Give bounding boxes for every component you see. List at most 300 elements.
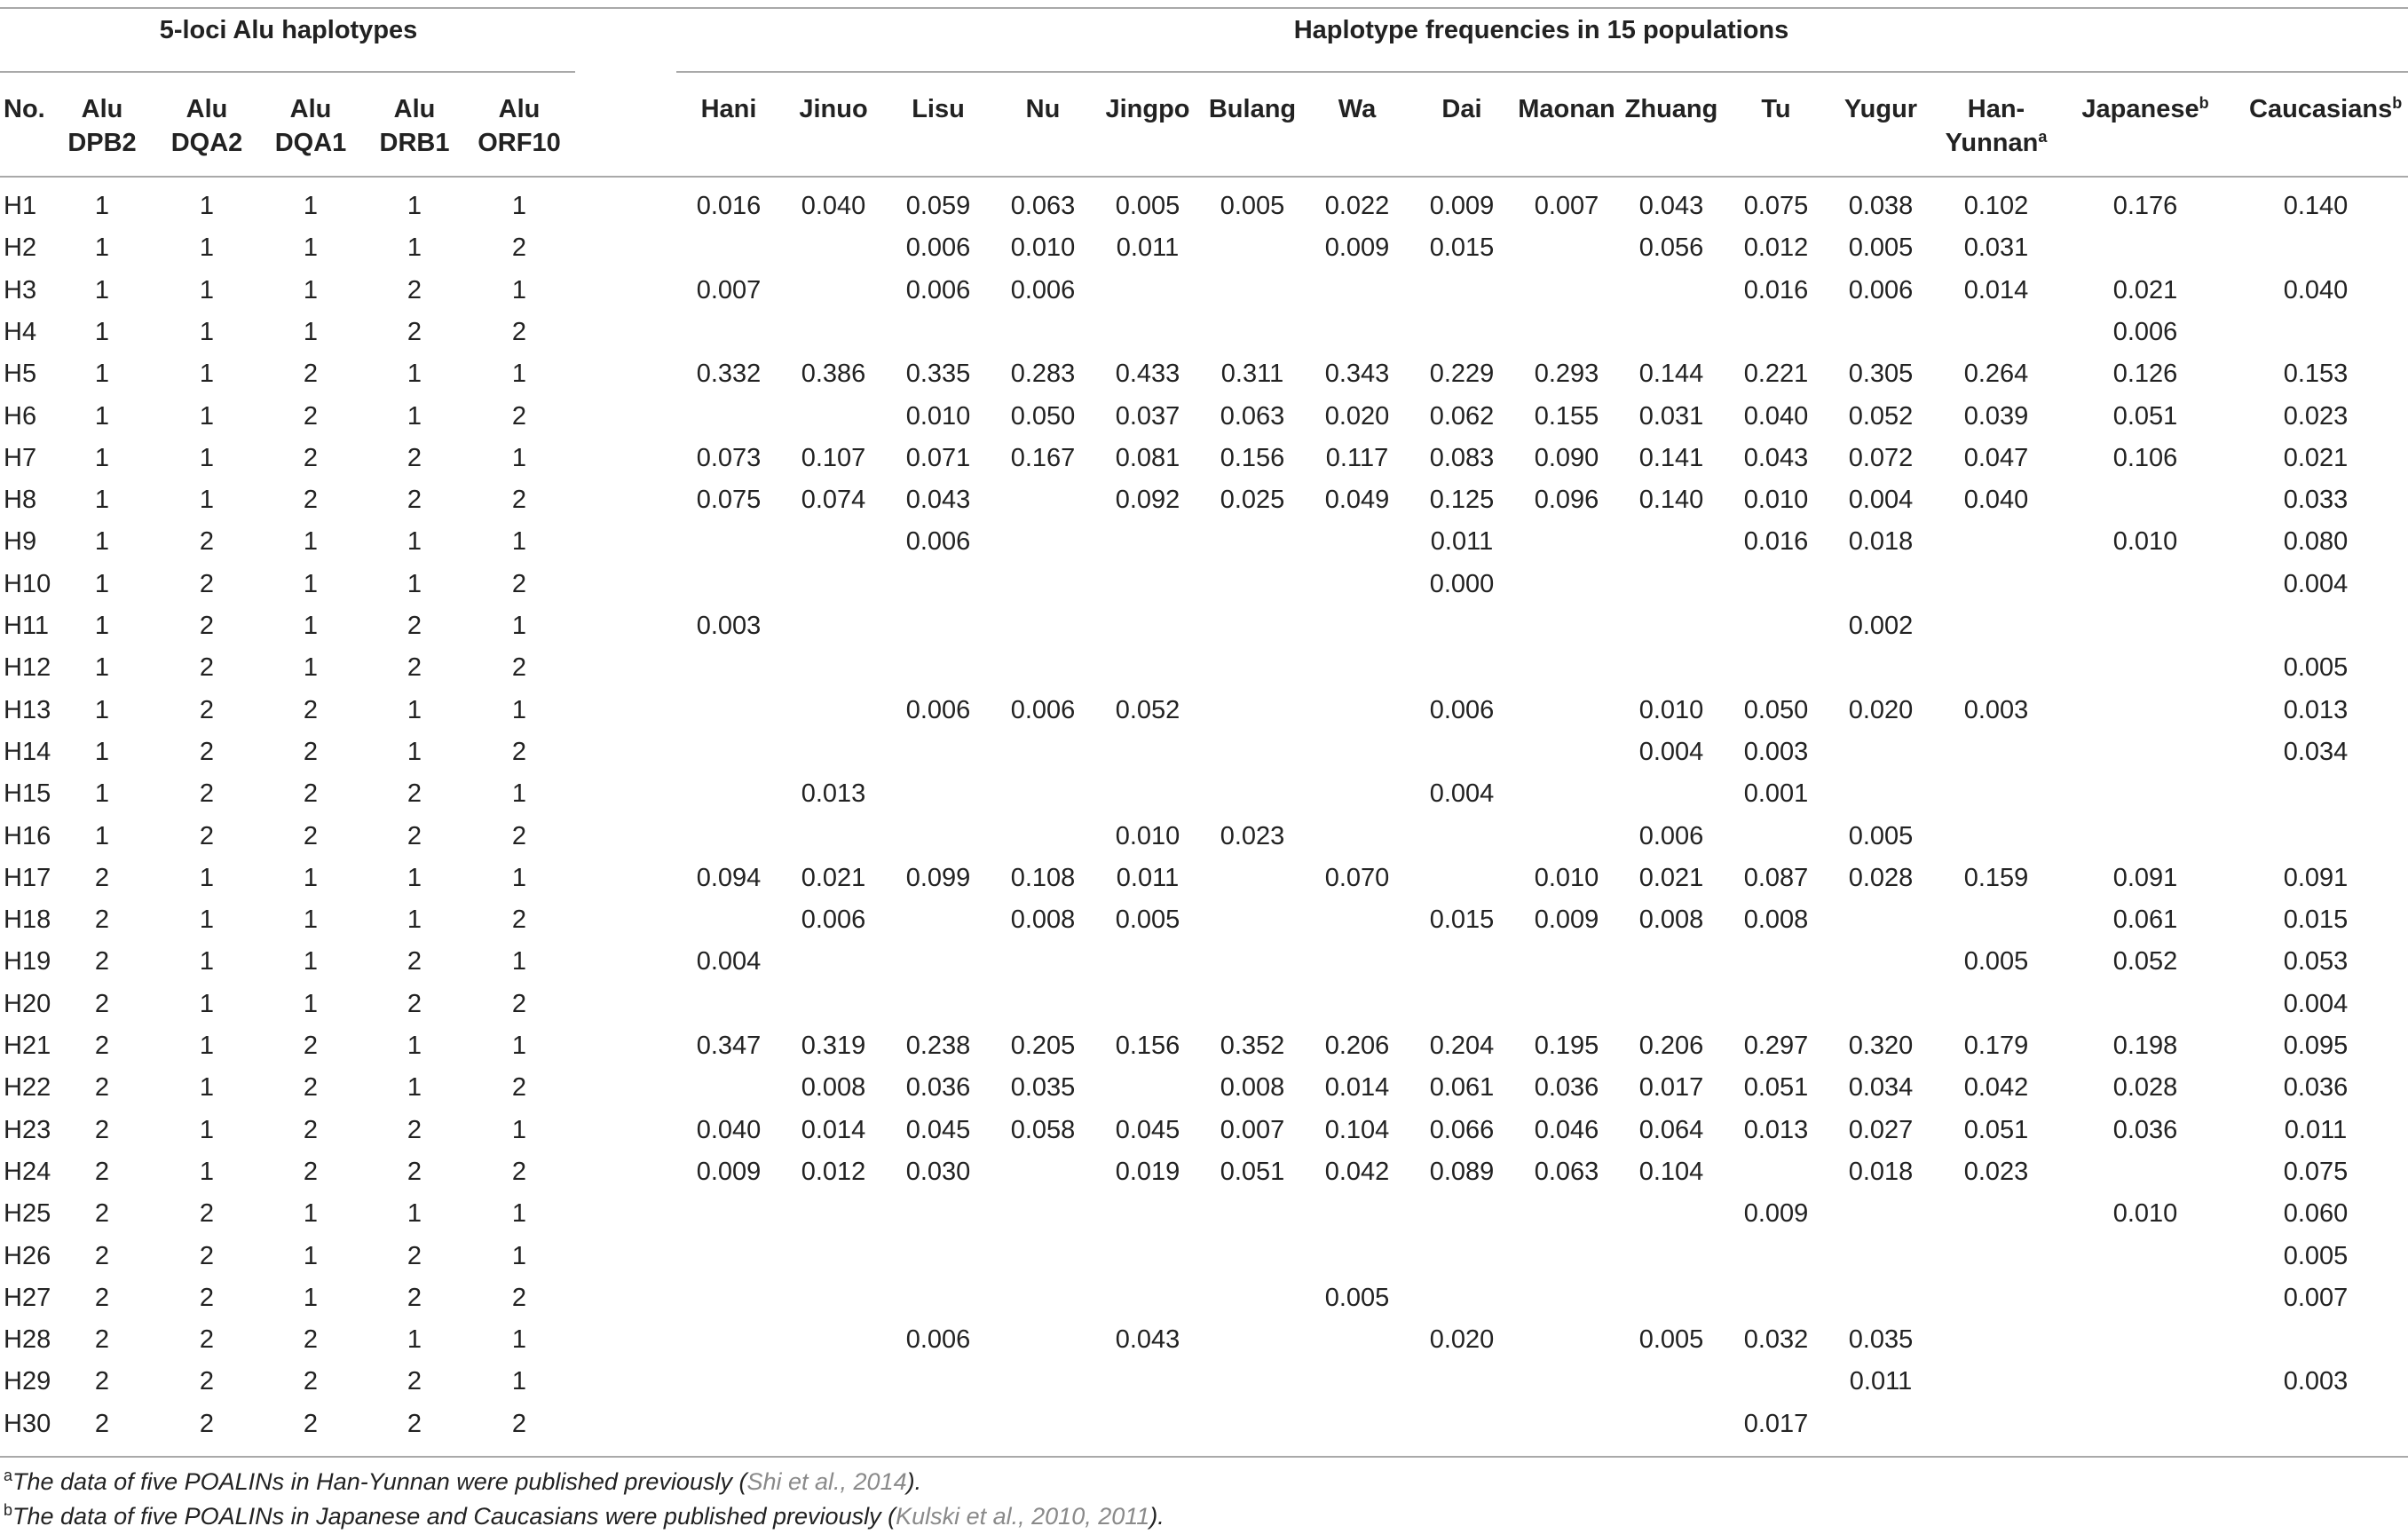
column-header-line1: Alu [186, 95, 228, 123]
frequency-cell: 0.034 [1848, 1073, 1914, 1103]
frequency-cell: 0.106 [2112, 443, 2178, 472]
allele-cell: 1 [303, 1283, 319, 1312]
citation-link[interactable]: Kulski et al., 2010, 2011 [896, 1503, 1150, 1530]
frequency-cell: 0.008 [1638, 905, 1704, 935]
footnote-text: The data of five POALINs in Japanese and Caucasians were published previously ( [12, 1503, 896, 1530]
frequency-cell: 0.015 [1429, 905, 1495, 935]
allele-cell: 2 [94, 905, 110, 935]
frequency-cell: 0.040 [696, 1115, 762, 1144]
allele-cell: 1 [94, 360, 110, 389]
frequency-cell: 0.283 [1010, 360, 1076, 389]
frequency-cell: 0.061 [1429, 1073, 1495, 1103]
frequency-cell: 0.074 [801, 486, 866, 515]
frequency-cell: 0.003 [1743, 737, 1809, 766]
frequency-cell: 0.016 [1743, 527, 1809, 557]
allele-cell: 1 [199, 1073, 215, 1103]
haplotype-id-cell: H12 [4, 653, 51, 683]
allele-cell: 1 [511, 695, 527, 724]
frequency-cell: 0.028 [1848, 863, 1914, 892]
frequency-cell: 0.094 [696, 863, 762, 892]
haplotype-id-cell: H26 [4, 1241, 51, 1270]
frequency-cell: 0.020 [1848, 695, 1914, 724]
allele-cell: 1 [199, 989, 215, 1018]
frequency-cell: 0.049 [1324, 486, 1390, 515]
frequency-cell: 0.045 [905, 1115, 971, 1144]
frequency-cell: 0.176 [2112, 192, 2178, 220]
frequency-cell: 0.179 [1963, 1032, 2029, 1060]
allele-cell: 2 [199, 612, 215, 640]
frequency-cell: 0.016 [1743, 275, 1809, 304]
frequency-cell: 0.305 [1848, 360, 1914, 389]
haplotype-id-cell: H1 [4, 192, 37, 220]
top-rule [0, 7, 2408, 9]
allele-cell: 2 [303, 443, 319, 472]
frequency-cell: 0.156 [1220, 443, 1285, 472]
allele-cell: 1 [199, 1115, 215, 1144]
frequency-cell: 0.031 [1963, 233, 2029, 263]
frequency-cell: 0.014 [801, 1115, 866, 1144]
frequency-cell: 0.004 [2283, 569, 2349, 598]
frequency-cell: 0.083 [1429, 443, 1495, 472]
frequency-cell: 0.008 [1743, 905, 1809, 935]
frequency-cell: 0.009 [696, 1157, 762, 1186]
allele-cell: 1 [511, 1199, 527, 1229]
frequency-cell: 0.003 [1963, 695, 2029, 724]
frequency-cell: 0.005 [2283, 1241, 2349, 1270]
footnote-text: The data of five POALINs in Han-Yunnan were published previously ( [12, 1468, 747, 1495]
allele-cell: 1 [199, 360, 215, 389]
column-header-line2: ORF10 [478, 129, 561, 157]
allele-cell: 2 [511, 905, 527, 935]
allele-cell: 2 [94, 1157, 110, 1186]
frequency-cell: 0.005 [2283, 653, 2349, 683]
haplotype-id-cell: H19 [4, 947, 51, 977]
allele-cell: 2 [94, 1241, 110, 1270]
haplotype-id-cell: H25 [4, 1199, 51, 1229]
allele-cell: 2 [94, 947, 110, 977]
frequency-cell: 0.332 [696, 360, 762, 389]
column-header-line1: Lisu [912, 95, 965, 123]
allele-cell: 1 [511, 360, 527, 389]
frequency-cell: 0.031 [1638, 401, 1704, 431]
frequency-cell: 0.040 [801, 192, 866, 220]
column-header-line1: Tu [1761, 95, 1791, 123]
allele-cell: 1 [511, 947, 527, 977]
frequency-cell: 0.071 [905, 443, 971, 472]
allele-cell: 1 [94, 779, 110, 809]
frequency-cell: 0.064 [1638, 1115, 1704, 1144]
haplotype-id-cell: H16 [4, 821, 51, 850]
haplotype-id-cell: H24 [4, 1157, 51, 1186]
frequency-cell: 0.320 [1848, 1032, 1914, 1060]
allele-cell: 2 [511, 569, 527, 598]
allele-cell: 2 [303, 1409, 319, 1438]
frequency-cell: 0.018 [1848, 1157, 1914, 1186]
allele-cell: 1 [511, 612, 527, 640]
allele-cell: 1 [199, 317, 215, 346]
frequency-cell: 0.050 [1743, 695, 1809, 724]
allele-cell: 1 [303, 233, 319, 263]
frequency-cell: 0.004 [1638, 737, 1704, 766]
frequency-cell: 0.089 [1429, 1157, 1495, 1186]
frequency-cell: 0.027 [1848, 1115, 1914, 1144]
allele-cell: 1 [511, 443, 527, 472]
frequency-cell: 0.009 [1534, 905, 1599, 935]
frequency-cell: 0.070 [1324, 863, 1390, 892]
haplotype-id-cell: H18 [4, 905, 51, 935]
column-header-line1: Jingpo [1105, 95, 1190, 123]
frequency-cell: 0.010 [2112, 527, 2178, 557]
column-header-line2: DPB2 [67, 129, 137, 157]
frequency-cell: 0.062 [1429, 401, 1495, 431]
allele-cell: 2 [407, 1157, 422, 1186]
frequency-cell: 0.051 [1743, 1073, 1809, 1103]
allele-cell: 2 [511, 737, 527, 766]
allele-cell: 2 [94, 863, 110, 892]
allele-cell: 1 [94, 527, 110, 557]
frequency-cell: 0.011 [1116, 863, 1180, 892]
haplotype-id-cell: H13 [4, 695, 51, 724]
allele-cell: 2 [407, 821, 422, 850]
frequency-cell: 0.006 [2112, 317, 2178, 346]
frequency-cell: 0.021 [2283, 443, 2349, 472]
frequency-cell: 0.063 [1220, 401, 1285, 431]
frequency-cell: 0.040 [2283, 275, 2349, 304]
haplotype-id-cell: H11 [4, 612, 50, 640]
frequency-cell: 0.343 [1324, 360, 1390, 389]
frequency-cell: 0.095 [2283, 1032, 2349, 1060]
citation-link[interactable]: Shi et al., 2014 [746, 1468, 907, 1495]
haplotype-id-cell: H15 [4, 779, 51, 809]
frequency-cell: 0.005 [1848, 821, 1914, 850]
footnote-b [4, 1501, 1165, 1530]
frequency-cell: 0.003 [2283, 1367, 2349, 1396]
allele-cell: 1 [407, 192, 422, 220]
frequency-cell: 0.042 [1324, 1157, 1390, 1186]
frequency-cell: 0.206 [1324, 1032, 1390, 1060]
haplotype-id-cell: H6 [4, 401, 37, 431]
allele-cell: 2 [407, 486, 422, 515]
frequency-cell: 0.063 [1534, 1157, 1599, 1186]
frequency-cell: 0.005 [1220, 192, 1285, 220]
frequency-cell: 0.092 [1115, 486, 1180, 515]
frequency-cell: 0.047 [1963, 443, 2029, 472]
frequency-cell: 0.033 [2283, 486, 2349, 515]
allele-cell: 2 [199, 1199, 215, 1229]
frequency-cell: 0.126 [2112, 360, 2178, 389]
allele-cell: 2 [303, 821, 319, 850]
column-header [1930, 92, 2063, 160]
allele-cell: 1 [199, 947, 215, 977]
allele-cell: 2 [303, 1115, 319, 1144]
group-rule-left [0, 71, 575, 73]
column-header-line1: Zhuang [1624, 95, 1718, 123]
allele-cell: 1 [511, 1032, 527, 1060]
frequency-cell: 0.006 [905, 233, 971, 263]
frequency-cell: 0.311 [1220, 360, 1284, 389]
allele-cell: 1 [303, 527, 319, 557]
frequency-cell: 0.006 [801, 905, 866, 935]
group-title-haplotypes: 5-loci Alu haplotypes [159, 16, 418, 44]
allele-cell: 2 [303, 695, 319, 724]
frequency-cell: 0.008 [1010, 905, 1076, 935]
allele-cell: 2 [303, 1073, 319, 1103]
column-header-line1: Maonan [1518, 95, 1615, 123]
frequency-cell: 0.012 [1743, 233, 1809, 263]
allele-cell: 2 [199, 1325, 215, 1355]
frequency-cell: 0.075 [1743, 192, 1809, 220]
frequency-cell: 0.006 [1010, 695, 1076, 724]
frequency-cell: 0.015 [2283, 905, 2349, 935]
frequency-cell: 0.011 [1849, 1367, 1913, 1396]
allele-cell: 2 [94, 1032, 110, 1060]
frequency-cell: 0.023 [1963, 1157, 2029, 1186]
frequency-cell: 0.043 [905, 486, 971, 515]
frequency-cell: 0.043 [1638, 192, 1704, 220]
frequency-cell: 0.007 [2283, 1283, 2349, 1312]
footnote-mark: a [4, 1467, 13, 1484]
footnote-marker: a [2038, 128, 2048, 146]
allele-cell: 1 [407, 1073, 422, 1103]
allele-cell: 2 [511, 821, 527, 850]
allele-cell: 2 [199, 527, 215, 557]
allele-cell: 1 [199, 401, 215, 431]
allele-cell: 1 [511, 1325, 527, 1355]
frequency-cell: 0.198 [2112, 1032, 2178, 1060]
allele-cell: 1 [199, 443, 215, 472]
column-header [2249, 92, 2403, 126]
frequency-cell: 0.195 [1534, 1032, 1599, 1060]
allele-cell: 2 [199, 737, 215, 766]
frequency-cell: 0.167 [1010, 443, 1076, 472]
frequency-cell: 0.058 [1010, 1115, 1076, 1144]
column-header [453, 92, 586, 160]
frequency-cell: 0.050 [1010, 401, 1076, 431]
footnote-marker: b [2199, 94, 2209, 112]
allele-cell: 1 [94, 737, 110, 766]
allele-cell: 2 [511, 1157, 527, 1186]
frequency-cell: 0.042 [1963, 1073, 2029, 1103]
frequency-cell: 0.007 [1220, 1115, 1285, 1144]
haplotype-id-cell: H23 [4, 1115, 51, 1144]
frequency-cell: 0.319 [801, 1032, 866, 1060]
allele-cell: 1 [303, 275, 319, 304]
frequency-cell: 0.043 [1743, 443, 1809, 472]
column-header-line1: Han- [1967, 95, 2025, 123]
frequency-cell: 0.140 [2283, 192, 2349, 220]
frequency-cell: 0.016 [696, 192, 762, 220]
haplotype-id-cell: H3 [4, 275, 37, 304]
frequency-cell: 0.014 [1963, 275, 2029, 304]
allele-cell: 2 [407, 317, 422, 346]
frequency-cell: 0.221 [1743, 360, 1809, 389]
frequency-cell: 0.006 [905, 1325, 971, 1355]
allele-cell: 2 [407, 1241, 422, 1270]
allele-cell: 1 [407, 360, 422, 389]
allele-cell: 1 [407, 737, 422, 766]
frequency-cell: 0.153 [2283, 360, 2349, 389]
frequency-cell: 0.433 [1115, 360, 1180, 389]
allele-cell: 1 [94, 695, 110, 724]
frequency-cell: 0.034 [2283, 737, 2349, 766]
frequency-cell: 0.005 [1848, 233, 1914, 263]
frequency-cell: 0.011 [1116, 233, 1180, 263]
frequency-cell: 0.005 [1115, 905, 1180, 935]
frequency-cell: 0.010 [1010, 233, 1076, 263]
allele-cell: 1 [94, 443, 110, 472]
allele-cell: 1 [94, 821, 110, 850]
allele-cell: 2 [303, 779, 319, 809]
frequency-cell: 0.023 [1220, 821, 1285, 850]
table-bottom-rule [0, 1456, 2408, 1458]
frequency-cell: 0.009 [1324, 233, 1390, 263]
allele-cell: 1 [511, 863, 527, 892]
frequency-cell: 0.080 [2283, 527, 2349, 557]
allele-cell: 2 [407, 779, 422, 809]
frequency-cell: 0.010 [1115, 821, 1180, 850]
allele-cell: 1 [199, 1032, 215, 1060]
frequency-cell: 0.087 [1743, 863, 1809, 892]
frequency-cell: 0.035 [1010, 1073, 1076, 1103]
column-header-line1: Alu [81, 95, 123, 123]
frequency-cell: 0.335 [905, 360, 971, 389]
allele-cell: 1 [199, 192, 215, 220]
allele-cell: 1 [94, 317, 110, 346]
frequency-cell: 0.052 [1848, 401, 1914, 431]
allele-cell: 2 [407, 989, 422, 1018]
frequency-cell: 0.141 [1638, 443, 1704, 472]
frequency-cell: 0.019 [1115, 1157, 1180, 1186]
allele-cell: 2 [199, 821, 215, 850]
allele-cell: 1 [94, 486, 110, 515]
allele-cell: 2 [94, 1073, 110, 1103]
allele-cell: 2 [94, 1409, 110, 1438]
allele-cell: 2 [303, 401, 319, 431]
frequency-cell: 0.004 [1848, 486, 1914, 515]
allele-cell: 2 [511, 1409, 527, 1438]
frequency-cell: 0.081 [1115, 443, 1180, 472]
allele-cell: 1 [199, 486, 215, 515]
frequency-cell: 0.204 [1429, 1032, 1495, 1060]
allele-cell: 1 [511, 1115, 527, 1144]
allele-cell: 2 [303, 1157, 319, 1186]
frequency-cell: 0.025 [1220, 486, 1285, 515]
frequency-cell: 0.013 [801, 779, 866, 809]
frequency-cell: 0.017 [1638, 1073, 1704, 1103]
frequency-cell: 0.008 [801, 1073, 866, 1103]
allele-cell: 2 [407, 1409, 422, 1438]
frequency-cell: 0.005 [1963, 947, 2029, 977]
allele-cell: 1 [407, 695, 422, 724]
allele-cell: 1 [199, 275, 215, 304]
allele-cell: 1 [303, 1199, 319, 1229]
haplotype-id-cell: H30 [4, 1409, 51, 1438]
frequency-cell: 0.297 [1743, 1032, 1809, 1060]
haplotype-id-cell: H22 [4, 1073, 51, 1103]
column-header-line1: Jinuo [799, 95, 868, 123]
frequency-cell: 0.021 [801, 863, 866, 892]
frequency-cell: 0.010 [1638, 695, 1704, 724]
frequency-cell: 0.021 [2112, 275, 2178, 304]
frequency-cell: 0.073 [696, 443, 762, 472]
haplotype-id-cell: H4 [4, 317, 37, 346]
footnote-marker: b [2392, 94, 2403, 112]
column-header-line2: DQA1 [274, 129, 347, 157]
frequency-cell: 0.264 [1963, 360, 2029, 389]
allele-cell: 2 [94, 1325, 110, 1355]
allele-cell: 2 [407, 1283, 422, 1312]
footnote-end: ). [1149, 1503, 1165, 1530]
frequency-cell: 0.051 [2112, 401, 2178, 431]
allele-cell: 2 [199, 569, 215, 598]
frequency-cell: 0.108 [1010, 863, 1076, 892]
frequency-cell: 0.015 [1429, 233, 1495, 263]
allele-cell: 2 [303, 1032, 319, 1060]
frequency-cell: 0.020 [1429, 1325, 1495, 1355]
frequency-cell: 0.004 [2283, 989, 2349, 1018]
column-header-line1: Hani [700, 95, 757, 123]
frequency-cell: 0.038 [1848, 192, 1914, 220]
frequency-cell: 0.021 [1638, 863, 1704, 892]
frequency-cell: 0.144 [1638, 360, 1704, 389]
frequency-cell: 0.010 [2112, 1199, 2178, 1229]
column-header-line1: Bulang [1208, 95, 1297, 123]
frequency-cell: 0.036 [905, 1073, 971, 1103]
allele-cell: 1 [94, 653, 110, 683]
frequency-cell: 0.037 [1115, 401, 1180, 431]
haplotype-id-cell: H14 [4, 737, 51, 766]
column-header-line1: Yugur [1844, 95, 1918, 123]
allele-cell: 2 [511, 989, 527, 1018]
group-rule-right [676, 71, 2408, 73]
allele-cell: 2 [94, 1199, 110, 1229]
frequency-cell: 0.009 [1743, 1199, 1809, 1229]
frequency-cell: 0.090 [1534, 443, 1599, 472]
frequency-cell: 0.006 [905, 527, 971, 557]
frequency-cell: 0.005 [1115, 192, 1180, 220]
frequency-cell: 0.028 [2112, 1073, 2178, 1103]
allele-cell: 2 [199, 1283, 215, 1312]
allele-cell: 2 [94, 1367, 110, 1396]
column-header-line1: Alu [289, 95, 332, 123]
frequency-cell: 0.293 [1534, 360, 1599, 389]
allele-cell: 2 [199, 1241, 215, 1270]
haplotype-id-cell: H10 [4, 569, 51, 598]
haplotype-id-cell: H9 [4, 527, 37, 557]
allele-cell: 1 [303, 905, 319, 935]
footnote-a [4, 1467, 921, 1496]
frequency-cell: 0.007 [696, 275, 762, 304]
frequency-cell: 0.007 [1534, 192, 1599, 220]
frequency-cell: 0.059 [905, 192, 971, 220]
frequency-cell: 0.060 [2283, 1199, 2349, 1229]
frequency-cell: 0.238 [905, 1032, 971, 1060]
frequency-cell: 0.040 [1743, 401, 1809, 431]
frequency-cell: 0.045 [1115, 1115, 1180, 1144]
haplotype-id-cell: H21 [4, 1032, 51, 1060]
allele-cell: 1 [199, 1157, 215, 1186]
frequency-cell: 0.023 [2283, 401, 2349, 431]
frequency-cell: 0.014 [1324, 1073, 1390, 1103]
frequency-cell: 0.035 [1848, 1325, 1914, 1355]
frequency-cell: 0.205 [1010, 1032, 1076, 1060]
frequency-cell: 0.010 [1743, 486, 1809, 515]
allele-cell: 1 [94, 612, 110, 640]
haplotype-id-cell: H20 [4, 989, 51, 1018]
allele-cell: 1 [199, 905, 215, 935]
allele-cell: 2 [511, 653, 527, 683]
allele-cell: 1 [407, 863, 422, 892]
